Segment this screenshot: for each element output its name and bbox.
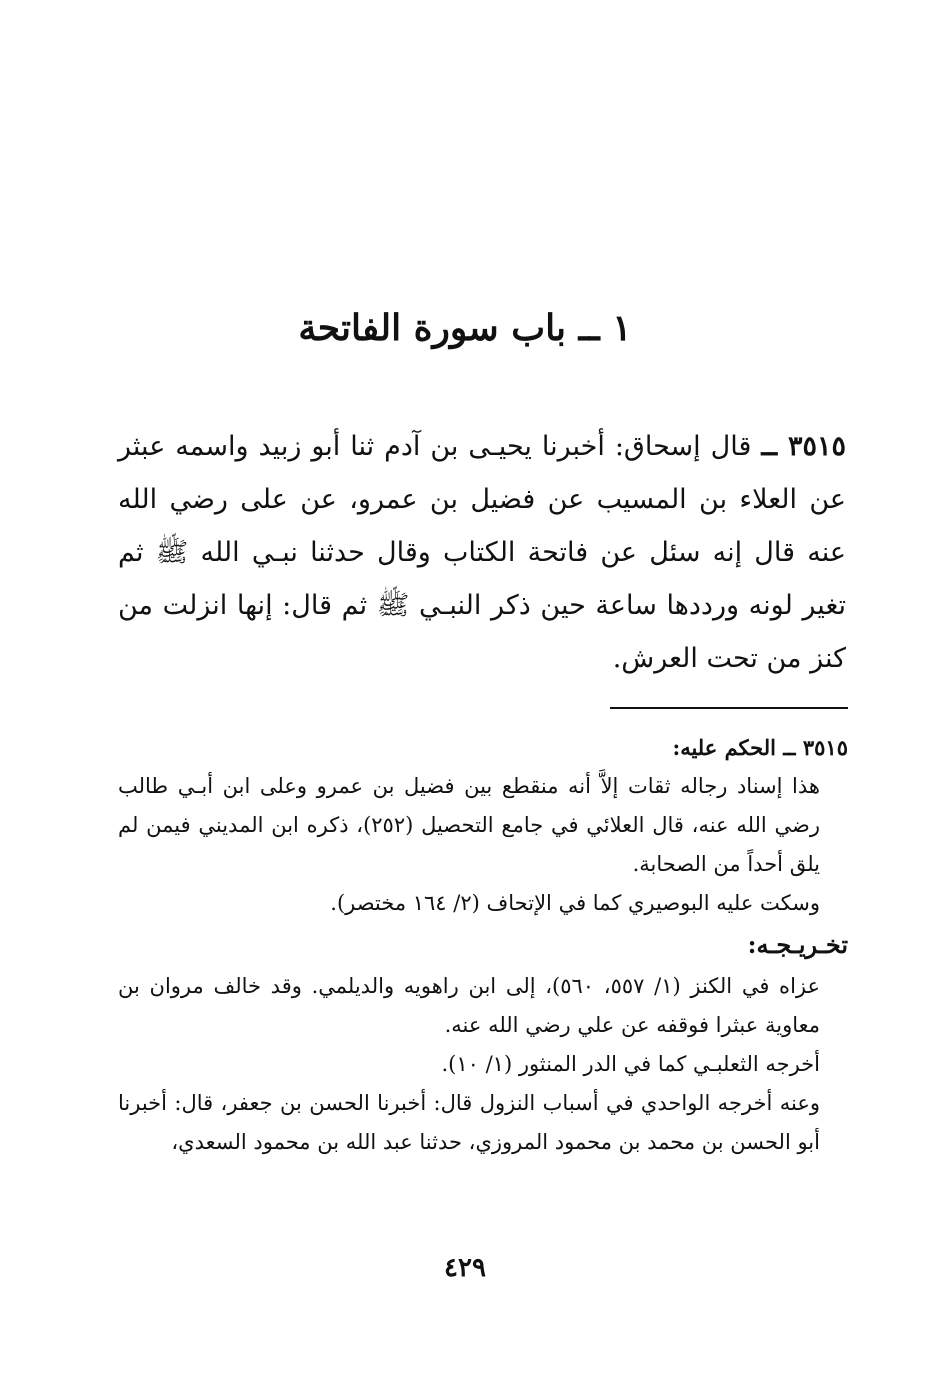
hadith-paragraph xyxy=(118,420,846,685)
hadith-number: ٣٥١٥ ــ xyxy=(761,431,846,462)
takhrij-text-2: أخرجه الثعلبـي كما في الدر المنثور (١/ ١٠). xyxy=(441,1052,820,1076)
page-number: ٤٢٩ xyxy=(444,1253,486,1283)
footnote-divider xyxy=(610,707,848,709)
ruling-heading: ٣٥١٥ ــ الحكم عليه: xyxy=(672,735,848,760)
hadith-text-block xyxy=(118,420,846,685)
takhrij-heading: تخـريـجـه: xyxy=(747,930,848,959)
takhrij-text-1: عزاه في الكنز (١/ ٥٥٧، ٥٦٠)، إلى ابن راهويه والديلمي. وقد خالف مروان بن معاوية عبثرا فوقفه عن علي رضي الله عنه. xyxy=(118,974,821,1037)
takhrij-text-3: وعنه أخرجه الواحدي في أسباب النزول قال: أخبرنا الحسن بن جعفر، قال: أخبرنا أبو الحسن بن محمد بن محمود المروزي، حدثنا عبد الله بن محمود السعدي، xyxy=(118,1091,820,1154)
ruling-note: وسكت عليه البوصيري كما في الإتحاف (٢/ ١٦٤ مختصر). xyxy=(330,891,820,915)
hadith-body: قال إسحاق: أخبرنا يحيـى بن آدم ثنا أبو زبيد واسمه عبثر عن العلاء بن المسيب عن فضيل بن عمرو، عن على رضي الله عنه قال إنه سئل عن فاتحة الكتاب وقال حدثنا نبـي الله ﷺ ثم تغير لونه ورددها ساعة حين ذكر النبـي ﷺ ثم قال: إنها انزلت من كنز من تحت العرش. xyxy=(118,431,846,674)
ruling-text: هذا إسناد رجاله ثقات إلاَّ أنه منقطع بين فضيل بن عمرو وعلى ابن أبـي طالب رضي الله عنه، قال العلائي في جامع التحصيل (٢٥٢)، ذكره ابن المديني فيمن لم يلق أحداً من الصحابة. xyxy=(118,774,820,876)
footnotes-block xyxy=(118,728,848,1162)
chapter-title: ١ ــ باب سورة الفاتحة xyxy=(298,307,632,349)
